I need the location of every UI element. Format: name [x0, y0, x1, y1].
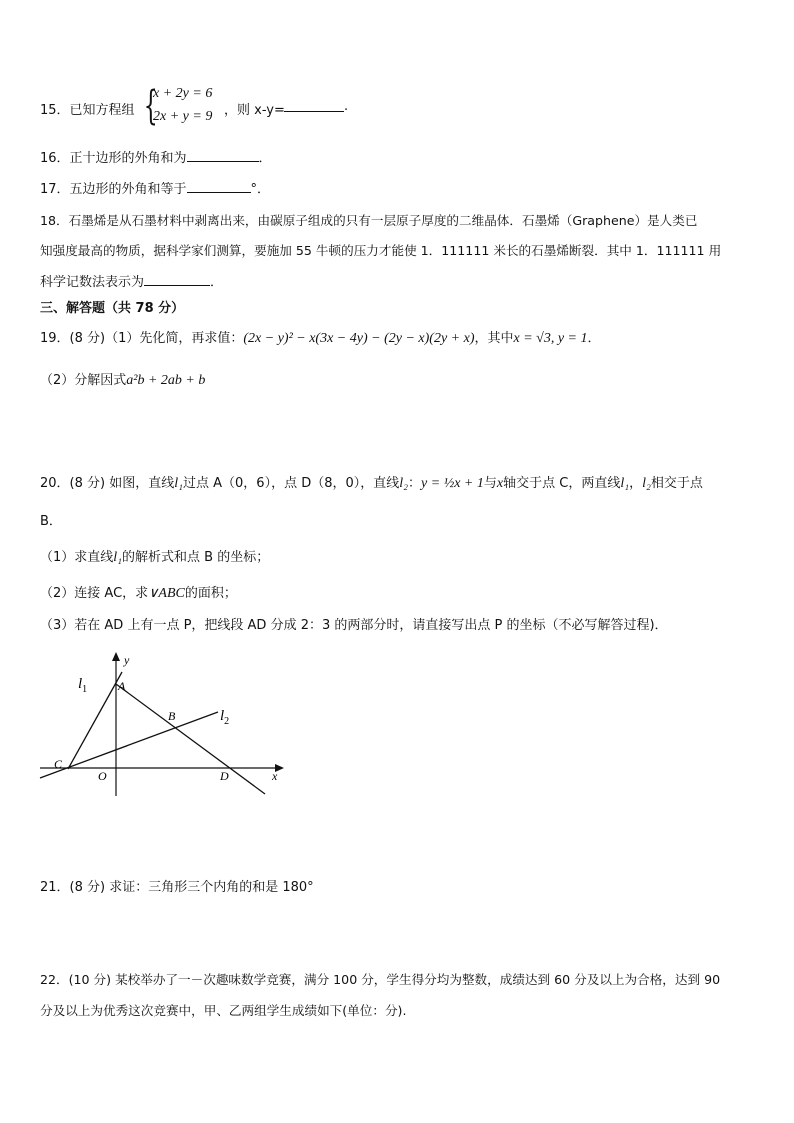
question-22-line-2: 分及以上为优秀这次竞赛中，甲、乙两组学生成绩如下(单位：分). — [40, 1003, 407, 1018]
question-19-part-2 — [40, 369, 205, 389]
line-l1 — [68, 672, 122, 769]
q15-suffix: ，则 x-y= — [224, 103, 285, 118]
label-y: y — [124, 653, 130, 667]
q15-equation-2: 2x + y = 9 — [153, 109, 213, 124]
q16-answer-blank — [187, 149, 259, 162]
y-axis-arrow — [112, 652, 120, 661]
q18-end: ． — [210, 275, 224, 290]
q20-text-b: 过点 A（0，6），点 D（8，0），直线 — [183, 476, 400, 491]
q16-end: ． — [258, 151, 272, 166]
system-brace: { — [143, 83, 158, 129]
q20-l2: l₂ — [399, 476, 409, 491]
q17-text: 17．五边形的外角和等于 — [40, 182, 187, 197]
q15-answer-blank — [284, 99, 344, 112]
q17-answer-blank — [187, 180, 251, 193]
question-20-line-1 — [40, 472, 703, 492]
question-21: 21．(8 分) 求证：三角形三个内角的和是 180° — [40, 880, 314, 895]
label-D: D — [220, 769, 229, 783]
question-20-sub-1 — [40, 546, 269, 566]
question-18-line-3 — [40, 271, 223, 290]
q19-end: ． — [587, 331, 601, 346]
q20-equation: y = ½x + 1 — [421, 476, 484, 491]
line-AD — [116, 684, 265, 794]
q19-part2-expression: a²b + 2ab + b — [126, 373, 206, 388]
label-l1: $l_1$ — [78, 676, 88, 695]
q20-sub2-triangle: ∨ABC — [148, 586, 185, 601]
q20-text-c: ： — [408, 476, 422, 491]
question-16 — [40, 147, 272, 166]
label-x: x — [272, 769, 278, 783]
q20-l2-again: l₂ — [642, 476, 651, 491]
q19-condition: x = √3, y = 1 — [513, 331, 588, 346]
label-l2: $l_2$ — [220, 708, 230, 727]
q15-prefix: 15．已知方程组 — [40, 103, 135, 118]
q19-prefix: 19．(8 分)（1）先化简，再求值： — [40, 331, 244, 346]
question-20-sub-3: （3）若在 AD 上有一点 P，把线段 AD 分成 2：3 的两部分时，请直接写出点 P 的坐标（不必写解答过程)． — [40, 618, 668, 633]
q18-answer-blank — [144, 273, 210, 286]
q20-text-e: 轴交于点 C，两直线 — [503, 476, 621, 491]
question-20-sub-2 — [40, 582, 237, 602]
q20-text-a: 20．(8 分) 如图，直线 — [40, 476, 175, 491]
q15-equation-1: x + 2y = 6 — [153, 86, 213, 101]
question-17 — [40, 178, 270, 197]
q20-text-d: 与 — [483, 476, 497, 491]
q18-line3-text: 科学记数法表示为 — [40, 275, 145, 290]
q20-sub1-a: （1）求直线 — [40, 550, 114, 565]
question-19-part-1 — [40, 327, 601, 347]
q17-end: °． — [250, 182, 271, 197]
q20-comma: ， — [629, 476, 643, 491]
label-O: O — [98, 769, 107, 783]
q19-mid: ，其中 — [474, 331, 514, 346]
question-18-line-1: 18．石墨烯是从石墨材料中剥离出来，由碳原子组成的只有一层原子厚度的二维晶体．石墨烯（Graphene）是人类已 — [40, 213, 698, 228]
section-3-heading: 三、解答题（共 78 分） — [40, 301, 185, 316]
label-B: B — [168, 709, 176, 723]
coordinate-figure — [30, 648, 300, 800]
q19-part2-prefix: （2）分解因式 — [40, 373, 127, 388]
q20-sub1-b: 的解析式和点 B 的坐标； — [122, 550, 270, 565]
label-A: A — [118, 679, 126, 693]
label-C: C — [54, 757, 63, 771]
q20-sub1-l1: l₁ — [113, 550, 123, 565]
question-18-line-2: 知强度最高的物质，据科学家们测算，要施加 55 牛顿的压力才能使 1．111111 米长的石墨烯断裂．其中 1．111111 用 — [40, 243, 722, 258]
q20-x-variable: x — [496, 476, 504, 491]
q20-sub2-a: （2）连接 AC，求 — [40, 586, 149, 601]
question-22-line-1: 22．(10 分) 某校举办了一－次趣味数学竞赛，满分 100 分，学生得分均为整数，成绩达到 60 分及以上为合格，达到 90 — [40, 972, 721, 987]
q15-end: . — [344, 99, 349, 114]
q19-expression: (2x − y)² − x(3x − 4y) − (2y − x)(2y + x) — [243, 331, 475, 346]
q20-l1-again: l₁ — [620, 476, 630, 491]
question-20-line-2: B． — [40, 514, 62, 529]
q20-text-f: 相交于点 — [650, 476, 703, 491]
q20-sub2-b: 的面积； — [184, 586, 237, 601]
q16-text: 16．正十边形的外角和为 — [40, 151, 187, 166]
q20-l1: l₁ — [174, 476, 183, 491]
